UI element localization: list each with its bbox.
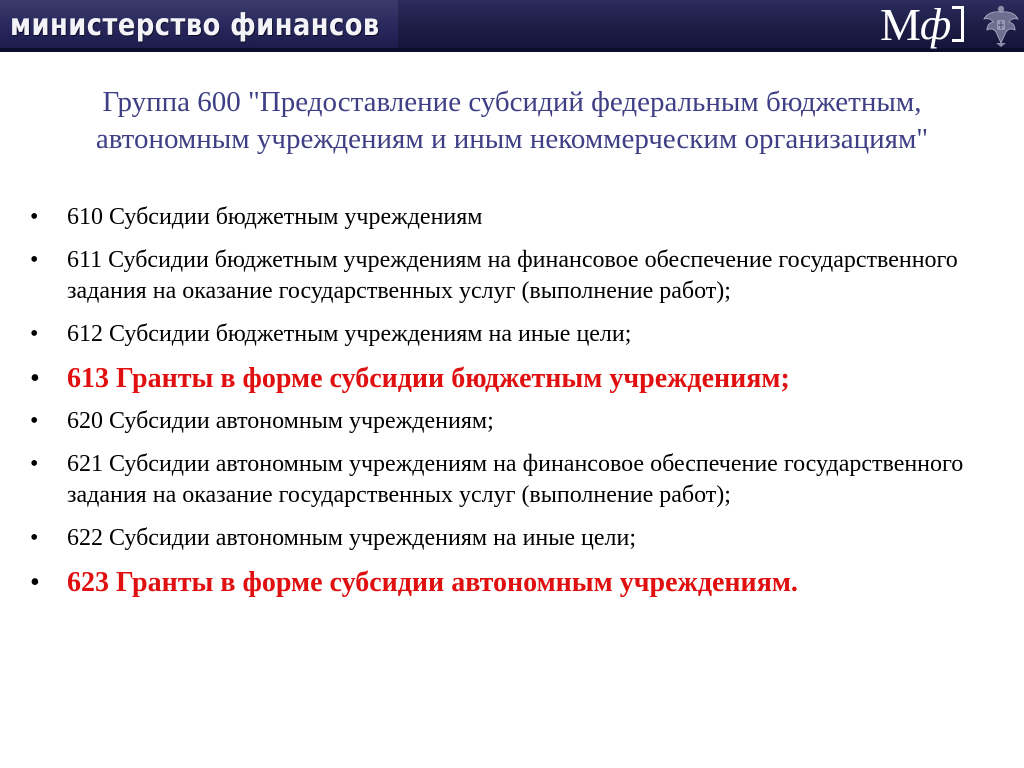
logo-letter-m: М (880, 0, 921, 50)
list-item-622 (30, 523, 1005, 554)
list-item-text: 622 Субсидии автономным учреждениям на иные цели; (67, 525, 637, 551)
list-item-621 (30, 449, 1005, 511)
logo-bracket (952, 6, 964, 42)
logo-letter-f: ф (920, 0, 952, 49)
list-item-text: 611 Субсидии бюджетным учреждениям на финансовое обеспечение государственного задания на оказание государственных услуг (выполнение работ); (67, 247, 958, 304)
bullet-icon: • (30, 408, 39, 434)
budget-code-list (30, 202, 1005, 610)
list-item-610 (30, 202, 1005, 233)
list-item-613 (30, 362, 1005, 396)
title-line-1: Группа 600 "Предоставление субсидий федеральным бюджетным, (102, 86, 922, 118)
list-item-text: 621 Субсидии автономным учреждениям на финансовое обеспечение государственного задания на оказание государственных услуг (выполнение работ); (67, 451, 964, 508)
bullet-icon: • (30, 451, 39, 477)
list-item-text: 613 Гранты в форме субсидии бюджетным учреждениям; (67, 363, 790, 394)
bullet-icon: • (30, 204, 39, 230)
bullet-icon: • (30, 247, 39, 273)
list-item-623 (30, 566, 1005, 600)
ministry-logo (880, 2, 980, 48)
list-item-text: 623 Гранты в форме субсидии автономным учреждениям. (67, 567, 798, 598)
bullet-icon: • (30, 525, 39, 551)
bullet-icon: • (30, 363, 40, 394)
bullet-icon: • (30, 567, 40, 598)
list-item-text: 610 Субсидии бюджетным учреждениям (67, 204, 483, 230)
bullet-icon: • (30, 321, 39, 347)
slide-title (30, 84, 994, 158)
header-bar (0, 0, 1024, 52)
ministry-name: министерство финансов (10, 8, 380, 43)
list-item-612 (30, 319, 1005, 350)
list-item-611 (30, 245, 1005, 307)
coat-of-arms-icon (982, 3, 1020, 47)
list-item-text: 620 Субсидии автономным учреждениям; (67, 408, 494, 434)
list-item-620 (30, 406, 1005, 437)
header-divider (0, 48, 1024, 52)
title-line-2: автономным учреждениям и иным некоммерческим организациям" (95, 123, 929, 155)
list-item-text: 612 Субсидии бюджетным учреждениям на иные цели; (67, 321, 632, 347)
